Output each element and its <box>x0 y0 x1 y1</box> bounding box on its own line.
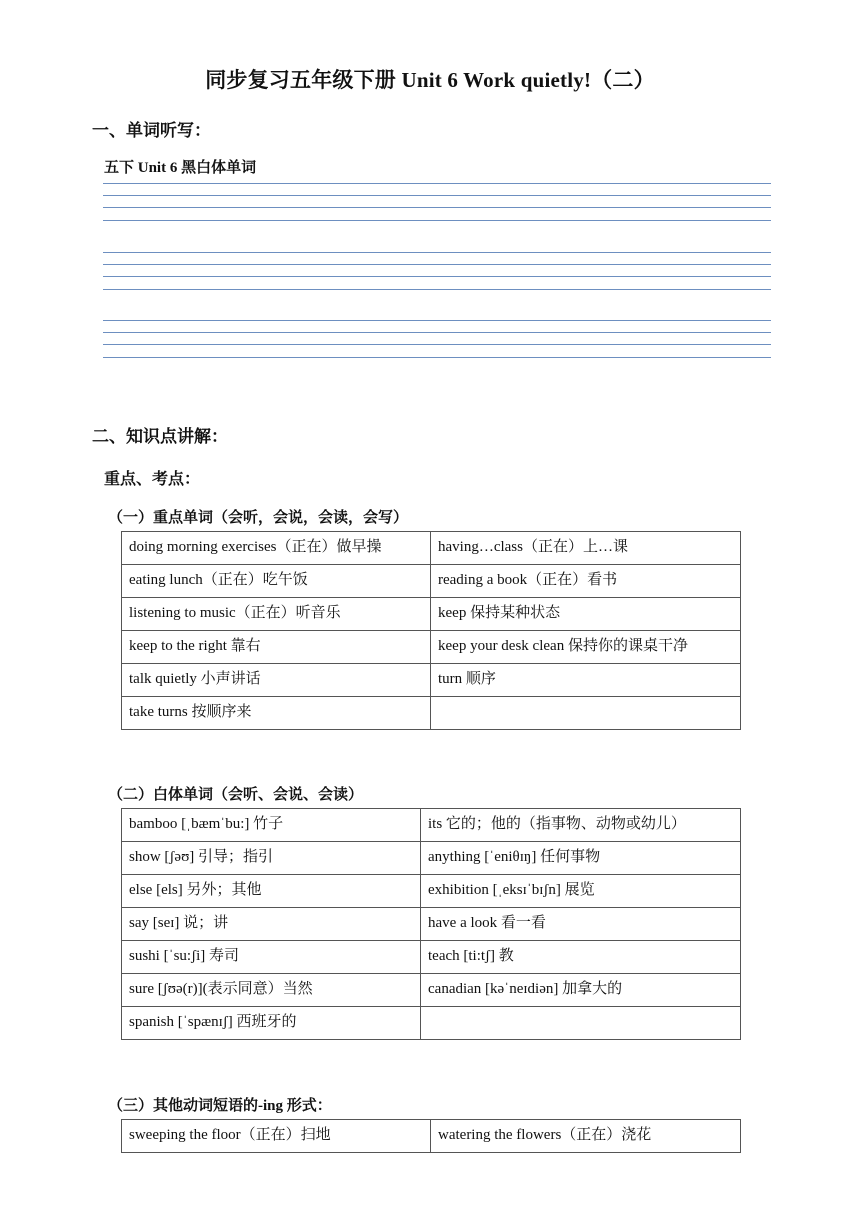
section1-heading: 一、单词听写： <box>92 121 211 140</box>
table-cell: anything [ˈeniθɪŋ] 任何事物 <box>421 842 741 875</box>
table-row <box>122 532 741 565</box>
part2-heading: （二）白体单词（会听、会说、会读） <box>108 787 364 803</box>
table-row <box>122 697 741 730</box>
table-cell: teach [ti:tʃ] 教 <box>421 941 741 974</box>
section1-subheading: 五下 Unit 6 黑白体单词 <box>104 160 257 176</box>
page-title: 同步复习五年级下册 Unit 6 Work quietly!（二） <box>205 68 655 92</box>
table-cell: else [els] 另外；其他 <box>122 875 421 908</box>
table-row <box>122 941 741 974</box>
other-phrases-table <box>121 1119 741 1153</box>
table-cell: take turns 按顺序来 <box>122 697 431 730</box>
table-row <box>122 875 741 908</box>
table-cell <box>431 697 741 730</box>
table-cell: eating lunch（正在）吃午饭 <box>122 565 431 598</box>
table-row <box>122 908 741 941</box>
table-row <box>122 809 741 842</box>
section2-heading: 二、知识点讲解： <box>92 427 228 446</box>
table-cell: having…class（正在）上…课 <box>431 532 741 565</box>
table-cell: keep to the right 靠右 <box>122 631 431 664</box>
table-cell: sweeping the floor（正在）扫地 <box>122 1120 431 1153</box>
table-cell: its 它的；他的（指事物、动物或幼儿） <box>421 809 741 842</box>
part3-heading: （三）其他动词短语的-ing 形式： <box>108 1098 332 1114</box>
section2-subheading: 重点、考点： <box>104 471 201 488</box>
light-words-table <box>121 808 741 1040</box>
table-row <box>122 664 741 697</box>
key-words-table <box>121 531 741 730</box>
table-row <box>122 1120 741 1153</box>
table-cell: sushi [ˈsu:ʃi] 寿司 <box>122 941 421 974</box>
table-row <box>122 565 741 598</box>
table-cell: bamboo [ˌbæmˈbu:] 竹子 <box>122 809 421 842</box>
table-cell: keep 保持某种状态 <box>431 598 741 631</box>
table-row <box>122 974 741 1007</box>
table-cell: doing morning exercises（正在）做早操 <box>122 532 431 565</box>
table-cell <box>421 1007 741 1040</box>
table-cell: keep your desk clean 保持你的课桌干净 <box>431 631 741 664</box>
table-cell: talk quietly 小声讲话 <box>122 664 431 697</box>
table-cell: sure [ʃʊə(r)](表示同意）当然 <box>122 974 421 1007</box>
table-cell: exhibition [ˌeksɪˈbɪʃn] 展览 <box>421 875 741 908</box>
table-cell: canadian [kəˈneɪdiən] 加拿大的 <box>421 974 741 1007</box>
table-cell: listening to music（正在）听音乐 <box>122 598 431 631</box>
table-cell: say [seɪ] 说；讲 <box>122 908 421 941</box>
table-row <box>122 1007 741 1040</box>
table-cell: reading a book（正在）看书 <box>431 565 741 598</box>
table-cell: watering the flowers（正在）浇花 <box>431 1120 741 1153</box>
table-row <box>122 842 741 875</box>
table-cell: have a look 看一看 <box>421 908 741 941</box>
table-row <box>122 598 741 631</box>
table-row <box>122 631 741 664</box>
table-cell: show [ʃəʊ] 引导；指引 <box>122 842 421 875</box>
table-cell: turn 顺序 <box>431 664 741 697</box>
part1-heading: （一）重点单词（会听，会说，会读，会写） <box>108 510 409 526</box>
table-cell: spanish [ˈspænɪʃ] 西班牙的 <box>122 1007 421 1040</box>
